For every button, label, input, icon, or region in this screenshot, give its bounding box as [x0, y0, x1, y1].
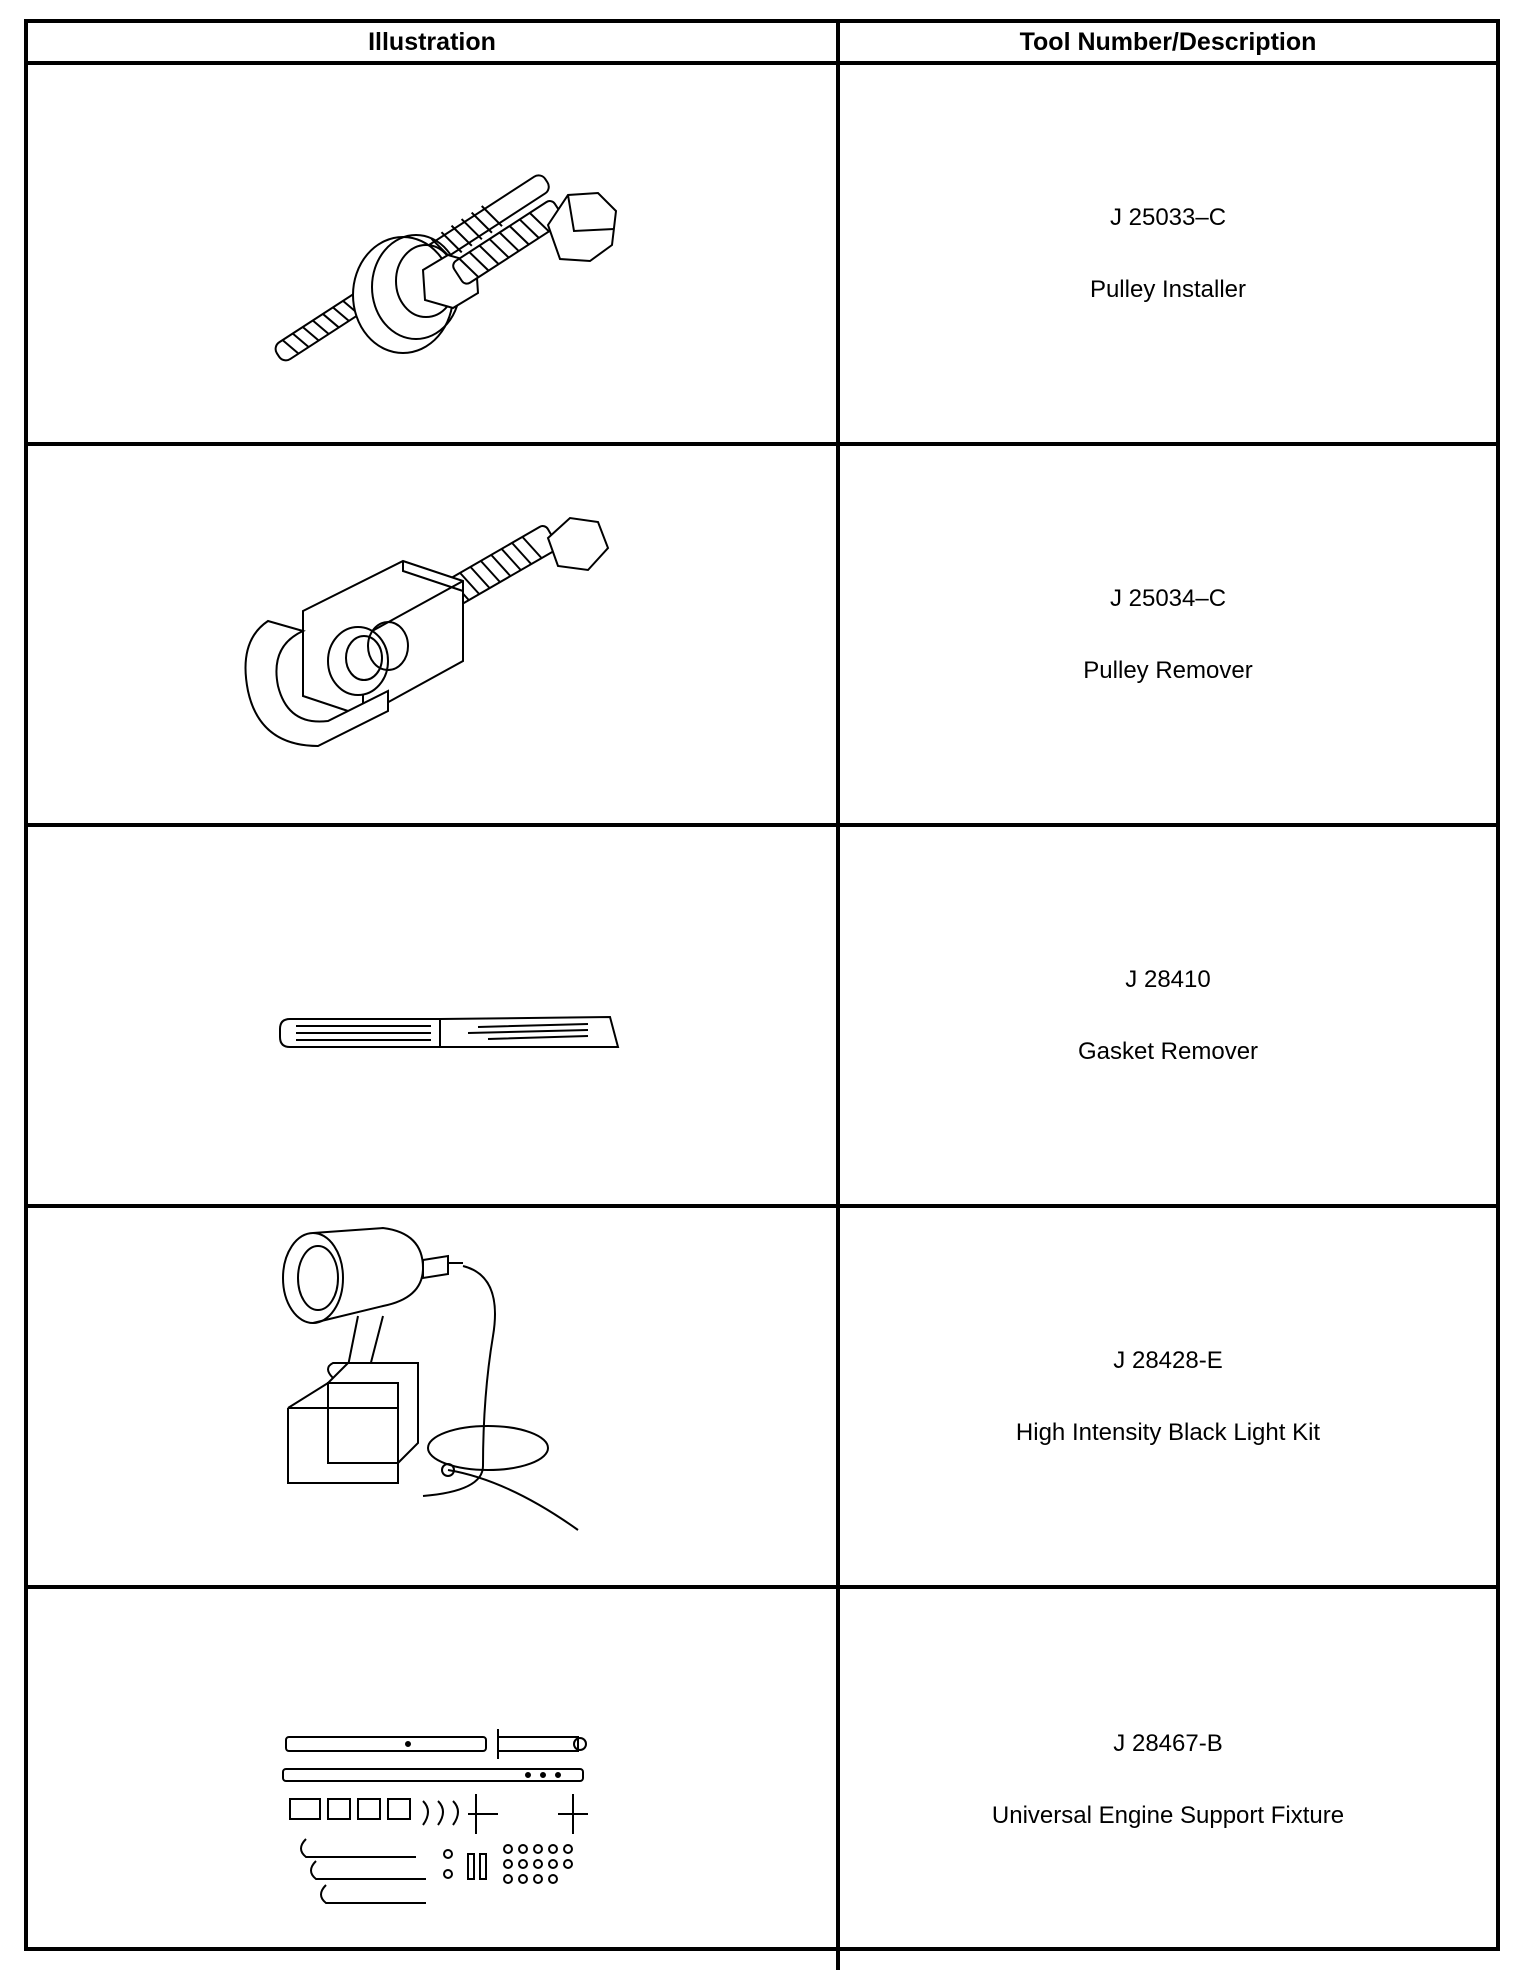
- tool-description: High Intensity Black Light Kit: [1015, 1418, 1321, 1446]
- tool-description: Pulley Remover: [1083, 656, 1253, 684]
- tool-description: Universal Engine Support Fixture: [991, 1801, 1345, 1829]
- tool-number: J 25033–C: [1109, 203, 1227, 231]
- table-row: [28, 65, 1496, 446]
- pulley-remover-icon: [28, 446, 836, 823]
- tool-number: J 28410: [1125, 965, 1211, 993]
- illustration-cell: [28, 1208, 840, 1585]
- tool-description: Pulley Installer: [1089, 275, 1247, 303]
- illustration-cell: [28, 65, 840, 442]
- tool-number: J 25034–C: [1109, 584, 1227, 612]
- description-cell: [840, 446, 1496, 823]
- tool-table: [24, 19, 1500, 1951]
- illustration-cell: [28, 446, 840, 823]
- gasket-remover-icon: [28, 827, 836, 1204]
- table-row: [28, 1589, 1496, 1970]
- header-illustration: Illustration: [28, 23, 840, 65]
- table-row: [28, 1208, 1496, 1589]
- table-row: [28, 827, 1496, 1208]
- pulley-installer-icon: [28, 65, 836, 442]
- illustration-cell: [28, 827, 840, 1204]
- tool-number: J 28467-B: [1113, 1729, 1223, 1757]
- table-row: [28, 446, 1496, 827]
- tool-number: J 28428-E: [1113, 1346, 1223, 1374]
- header-tool-number-description: Tool Number/Description: [840, 23, 1496, 65]
- engine-support-fixture-icon: [28, 1589, 836, 1951]
- description-cell: [840, 1208, 1496, 1585]
- black-light-kit-icon: [28, 1208, 836, 1585]
- tool-description: Gasket Remover: [1077, 1037, 1259, 1065]
- illustration-cell: [28, 1589, 840, 1970]
- description-cell: [840, 1589, 1496, 1970]
- description-cell: [840, 827, 1496, 1204]
- description-cell: [840, 65, 1496, 442]
